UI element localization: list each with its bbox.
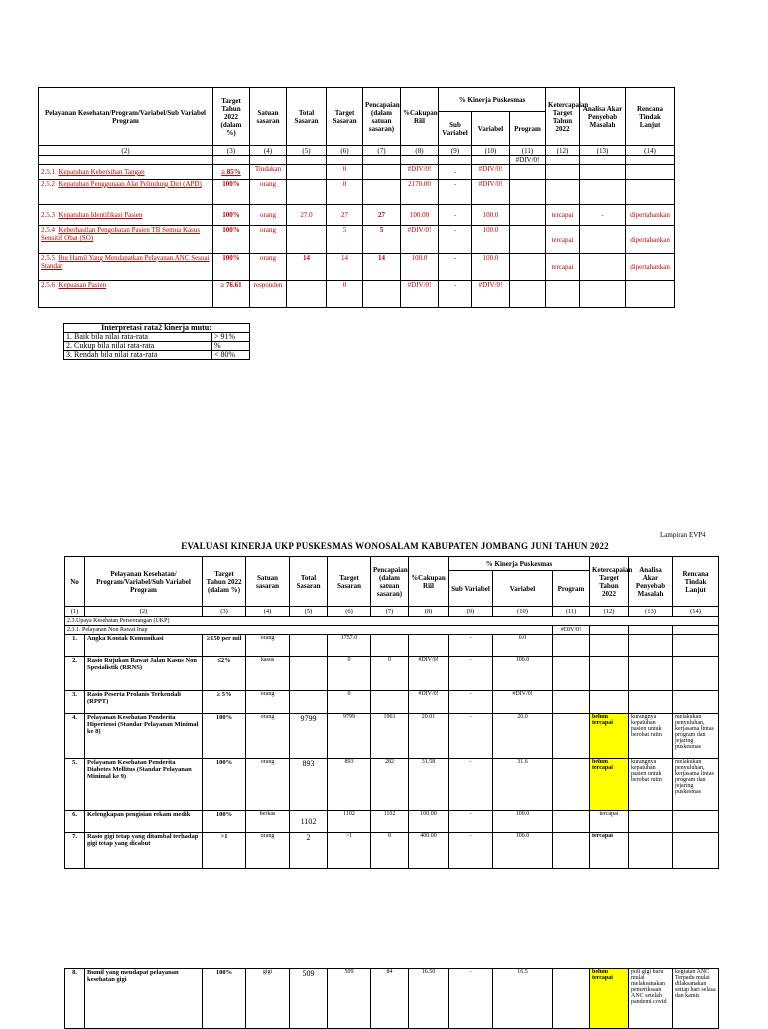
column-number-row [65,607,719,617]
row-total: 509 [290,969,328,1029]
row-variabel: 100.0 [493,833,553,869]
row-rencana: melakukan penyuluhan, kerjasama lintas program dan jejaring puskesmas [673,714,719,759]
row-cakupan: 16.50 [409,969,449,1029]
row-total [287,165,327,180]
row-no: 6. [65,811,85,833]
row-satuan: responden [250,281,287,308]
row-variabel: 100.0 [472,205,510,226]
row-target-sasaran: 9799 [328,714,371,759]
header-target-sasaran: Target Sasaran [327,88,363,146]
row-satuan: kasus [246,657,290,691]
row-name: 2.5.3 Kepatuhan Identifikasi Pasien [39,205,213,226]
row-target: >1 [203,833,246,869]
row-variabel: 100.0 [472,254,510,281]
row-pencapaian: 0 [371,657,409,691]
column-number-row [39,146,675,156]
row-ketercapaian: tercapai [590,811,629,833]
row-variabel: #DIV/0! [493,691,553,714]
row-sub: - [449,811,493,833]
table-row [65,657,719,691]
div-error-cell: #DIV/0! [510,156,546,165]
row-name: Rasio Peserta Prolanis Terkendali (RPPT) [85,691,203,714]
row-name: Angka Kontak Komunikasi [85,635,203,657]
row-analisa [580,180,626,205]
row-satuan: orang [246,691,290,714]
row-cakupan: 20.01 [409,714,449,759]
table-row [39,205,675,226]
row-target-sasaran: 5 [327,226,363,254]
row-pencapaian: 14 [363,254,401,281]
row-sub: - [449,759,493,811]
row-ketercapaian: tercapai [546,254,580,281]
table-row [65,811,719,833]
row-satuan: berkas [246,811,290,833]
col-num: (12) [590,607,629,617]
header-no: No [65,557,85,607]
row-satuan: orang [246,635,290,657]
row-no: 8. [65,969,85,1029]
row-variabel: 16.5 [493,969,553,1029]
header-cakupan: %Cakupan Riil [401,88,439,146]
col-num: (3) [203,607,246,617]
row-sub: - [449,657,493,691]
row-variabel: #DIV/0! [472,180,510,205]
col-num: (7) [371,607,409,617]
row-program [510,165,546,180]
row-program [510,281,546,308]
header-kinerja: % Kinerja Puskesmas [449,557,590,571]
row-program [553,657,590,691]
col-num: (11) [553,607,590,617]
row-program [553,833,590,869]
row-no: 1. [65,635,85,657]
header-variabel: Variabel [472,112,510,146]
row-total [287,281,327,308]
col-num: (9) [439,146,472,156]
row-name: Rasio Rujukan Rawat Jalan Kasus Non Spesialistik (RRNS) [85,657,203,691]
row-name: Bumil yang mendapat pelayanan kesehatan gigi [85,969,203,1029]
row-analisa: - [580,205,626,226]
row-rencana: kegiatan ANC Terpadu mulai dilaksanakan setiap hari selasa dan kamis [673,969,719,1029]
row-total [287,226,327,254]
row-cakupan: #DIV/0! [401,281,439,308]
row-target: 100% [213,180,250,205]
row-analisa [629,833,673,869]
row-ketercapaian [590,657,629,691]
row-sub: - [449,833,493,869]
row-pencapaian [363,165,401,180]
col-num: (6) [327,146,363,156]
header-target: Target Tahun 2022 (dalam %) [203,557,246,607]
row-rencana [673,811,719,833]
header-program: Pelayanan Kesehatan/ Program/Variabel/Sub Variabel Program [85,557,203,607]
row-ketercapaian: tercapai [590,833,629,869]
row-target: 100% [203,811,246,833]
header-satuan: Satuan sasaran [250,88,287,146]
table-kinerja-mutu [38,87,675,308]
header-total-sasaran: Total Sasaran [290,557,328,607]
row-no: 7. [65,833,85,869]
row-sub: - [439,205,472,226]
row-target-sasaran: 0 [327,281,363,308]
row-ketercapaian [546,165,580,180]
section-row [65,626,719,635]
row-target-sasaran: 0 [327,180,363,205]
row-satuan: orang [250,226,287,254]
row-variabel: 31.6 [493,759,553,811]
header-analisa: Analisa Akar Penyebab Masalah [580,88,626,146]
col-num: (10) [493,607,553,617]
col-num: (8) [401,146,439,156]
row-target: 100% [213,205,250,226]
header-kinerja: % Kinerja Puskesmas [439,88,546,112]
header-program-kinerja: Program [510,112,546,146]
row-total: 893 [290,759,328,811]
header-pencapaian: Pencapaian (dalam satuan sasaran) [363,88,401,146]
col-num: (8) [409,607,449,617]
row-no: 4. [65,714,85,759]
row-cakupan: 100.0 [401,254,439,281]
row-program [553,691,590,714]
header-satuan: Satuan sasaran [246,557,290,607]
row-satuan: orang [246,833,290,869]
col-num: (4) [250,146,287,156]
row-name: 2.5.4 Keberhasilan Pengobatan Pasien TB Semua Kasus Sensitif Obat (SO) [39,226,213,254]
row-name: Pelayanan Kesehatan Penderita Diabetes Mellitus (Standar Pelayanan Minimal ke 9) [85,759,203,811]
header-variabel: Variabel [493,571,553,607]
row-cakupan: 100.00 [409,811,449,833]
row-name: 2.5.1 Kepatuhan Kebersihan Tangan [39,165,213,180]
row-pencapaian [371,691,409,714]
row-variabel: #DIV/0! [472,281,510,308]
div-error-cell: #DIV/0! [553,626,590,635]
row-pencapaian [363,180,401,205]
row-target: 100% [203,714,246,759]
spacer-row [39,156,675,165]
row-satuan: orang [250,180,287,205]
header-cakupan: %Cakupan Riil [409,557,449,607]
row-analisa: kurangnya kepatuhan pasien untuk berobat rutin [629,714,673,759]
row-ketercapaian: tercapai [546,226,580,254]
row-program [553,969,590,1029]
row-rencana: dipertahankan [626,205,675,226]
row-pencapaian: 8 [371,833,409,869]
row-analisa: poli gigi baru mulai melaksanakan pemeriksaan ANC setelah pandemi covid [629,969,673,1029]
row-pencapaian [363,281,401,308]
section-label: 2.3.Upaya Kesehatan Perseorangan (UKP) [65,617,719,626]
page-title: EVALUASI KINERJA UKP PUSKESMAS WONOSALAM KABUPATEN JOMBANG JUNI TAHUN 2022 [181,541,609,551]
row-analisa [629,657,673,691]
row-target: ≥ 76.61 [213,281,250,308]
row-analisa [629,635,673,657]
row-sub: - [449,691,493,714]
row-ketercapaian [546,281,580,308]
table-row [65,833,719,869]
interpretasi-label: 2. Cukup bila nilai rata-rata [64,342,212,351]
row-total: 9799 [290,714,328,759]
row-target: ≥ 85% [213,165,250,180]
row-ketercapaian: belum tercapai [590,714,629,759]
row-variabel: 100.0 [472,226,510,254]
row-target: 100% [213,226,250,254]
row-target-sasaran: 0 [328,691,371,714]
header-program-kinerja: Program [553,571,590,607]
row-ketercapaian [590,691,629,714]
row-program [510,180,546,205]
col-num: (12) [546,146,580,156]
section-label: 2.3.1. Pelayanan Non Rawat Inap [65,626,553,635]
table-row [39,165,675,180]
header-target-sasaran: Target Sasaran [328,557,371,607]
row-rencana [626,281,675,308]
row-satuan: orang [246,714,290,759]
row-sub: - [449,969,493,1029]
row-name: Rasio gigi tetap yang ditambal terhadap gigi tetap yang dicabut [85,833,203,869]
row-satuan: gigi [246,969,290,1029]
row-variabel: 100.0 [493,811,553,833]
row-program [510,205,546,226]
row-total: 1102 [290,811,328,833]
row-sub: - [439,226,472,254]
row-rencana [673,635,719,657]
row-program [553,635,590,657]
header-ketercapaian: Ketercapaian Target Tahun 2022 [590,557,629,607]
col-num: (14) [673,607,719,617]
row-total [290,691,328,714]
table-row [65,759,719,811]
section-row [65,617,719,626]
row-sub: - [449,714,493,759]
row-target-sasaran: 893 [328,759,371,811]
row-pencapaian: 5 [363,226,401,254]
col-num: (3) [213,146,250,156]
row-target: 100% [203,759,246,811]
list-item [64,351,250,360]
row-program [553,759,590,811]
col-num: (2) [39,146,213,156]
header-target: Target Tahun 2022 (dalam %) [213,88,250,146]
table-row [65,635,719,657]
row-target: ≥150 per mil [203,635,246,657]
row-satuan: Tindakan [250,165,287,180]
header-total-sasaran: Total Sasaran [287,88,327,146]
row-variabel: 100.0 [493,657,553,691]
row-program [553,714,590,759]
interpretasi-title: Interpretasi rata2 kinerja mutu: [64,324,250,333]
row-pencapaian: 1961 [371,714,409,759]
row-total: 14 [287,254,327,281]
row-analisa [580,226,626,254]
table-row [65,691,719,714]
row-total: 2 [290,833,328,869]
row-no: 3. [65,691,85,714]
row-pencapaian: 1102 [371,811,409,833]
row-target: 100% [203,969,246,1029]
row-sub: - [439,281,472,308]
header-rencana: Rencana Tindak Lanjut [673,557,719,607]
col-num: (5) [287,146,327,156]
row-cakupan: 31.58 [409,759,449,811]
row-cakupan: #DIV/0! [401,226,439,254]
row-rencana [626,180,675,205]
row-rencana: dipertahankan [626,254,675,281]
col-num: (14) [626,146,675,156]
row-total [287,180,327,205]
row-ketercapaian: belum tercapai [590,759,629,811]
row-target: 100% [213,254,250,281]
header-sub-variabel: Sub Variabel [449,571,493,607]
row-pencapaian: 27 [363,205,401,226]
row-satuan: orang [246,759,290,811]
row-analisa [580,281,626,308]
lampiran-label: Lampiran EVP4 [660,531,706,539]
row-program [510,226,546,254]
table-evaluasi-ukp-continued [64,968,719,1029]
row-cakupan: #DIV/0! [409,657,449,691]
row-rencana [673,691,719,714]
col-num: (13) [580,146,626,156]
row-analisa [629,811,673,833]
col-num: (1) [65,607,85,617]
interpretasi-label: 3. Rendah bila nilai rata-rata [64,351,212,360]
col-num: (9) [449,607,493,617]
row-rencana [673,833,719,869]
row-target-sasaran: 0 [327,165,363,180]
interpretasi-table [63,323,250,360]
row-cakupan: 400.00 [409,833,449,869]
row-cakupan [409,635,449,657]
table-row [39,226,675,254]
row-target-sasaran: 0 [328,657,371,691]
row-no: 5. [65,759,85,811]
row-sub: - [439,254,472,281]
row-analisa: kurangnya kepatuhan pasien untuk berobat rutin [629,759,673,811]
row-rencana [626,165,675,180]
header-sub-variabel: Sub Variabel [439,112,472,146]
row-ketercapaian: belum tercapai [590,969,629,1029]
row-name: Kelengkapan pengisian rekam medik [85,811,203,833]
row-target: ≤2% [203,657,246,691]
row-analisa [580,165,626,180]
row-target-sasaran: 14 [327,254,363,281]
col-num: (11) [510,146,546,156]
table-row [39,180,675,205]
col-num: (6) [328,607,371,617]
header-pencapaian: Pencapaian (dalam satuan sasaran) [371,557,409,607]
row-rencana: dipertahankan [626,226,675,254]
interpretasi-label: 1. Baik bila nilai rata-rata [64,333,212,342]
row-rencana: melakukan penyuluhan, kerjasama lintas program dan jejaring puskesmas [673,759,719,811]
row-sub: - [439,180,472,205]
row-target: ≥ 5% [203,691,246,714]
row-variabel: #DIV/0! [472,165,510,180]
row-ketercapaian: tercapai [546,205,580,226]
table-row [39,254,675,281]
row-total [290,657,328,691]
table-row [65,714,719,759]
row-program [510,254,546,281]
row-no: 2. [65,657,85,691]
row-pencapaian [371,635,409,657]
row-cakupan: 2170.00 [401,180,439,205]
row-analisa [629,691,673,714]
col-num: (4) [246,607,290,617]
header-analisa: Analisa Akar Penyebab Masalah [629,557,673,607]
row-name: Pelayanan Kesehatan Penderita Hipertensi (Standar Pelayanan Minimal ke 8) [85,714,203,759]
row-program [553,811,590,833]
row-name: 2.5.2 Kepatuhan Penggunaan Alat Pelindung Diri (APD) [39,180,213,205]
row-pencapaian: 282 [371,759,409,811]
row-ketercapaian [546,180,580,205]
row-variabel: 0.0 [493,635,553,657]
col-num: (7) [363,146,401,156]
row-cakupan: 100.00 [401,205,439,226]
row-total: 27.0 [287,205,327,226]
interpretasi-value: > 91% [212,333,250,342]
row-target-sasaran: 1757.0 [328,635,371,657]
row-ketercapaian [590,635,629,657]
row-sub: - [449,635,493,657]
table-row [65,969,719,1029]
row-cakupan: #DIV/0! [409,691,449,714]
col-num: (2) [85,607,203,617]
row-satuan: orang [250,254,287,281]
row-name: 2.5.5 Ibu Hamil Yang Mendapatkan Pelayanan ANC Sesuai Standar [39,254,213,281]
row-analisa [580,254,626,281]
row-pencapaian: 84 [371,969,409,1029]
row-sub: - [439,165,472,180]
table-row [39,281,675,308]
row-target-sasaran: >1 [328,833,371,869]
header-ketercapaian: Ketercapaian Target Tahun 2022 [546,88,580,146]
row-cakupan: #DIV/0! [401,165,439,180]
col-num: (13) [629,607,673,617]
col-num: (10) [472,146,510,156]
row-total [290,635,328,657]
interpretasi-value: % [212,342,250,351]
row-target-sasaran: 1102 [328,811,371,833]
header-rencana: Rencana Tindak Lanjut [626,88,675,146]
col-num: (5) [290,607,328,617]
row-name: 2.5.6 Kepuasan Pasien [39,281,213,308]
row-target-sasaran: 27 [327,205,363,226]
row-satuan: orang [250,205,287,226]
header-program: Pelayanan Kesehatan/Program/Variabel/Sub Variabel Program [39,88,213,146]
interpretasi-value: < 80% [212,351,250,360]
row-target-sasaran: 509 [328,969,371,1029]
row-variabel: 20.0 [493,714,553,759]
table-evaluasi-ukp [64,556,719,869]
row-rencana [673,657,719,691]
